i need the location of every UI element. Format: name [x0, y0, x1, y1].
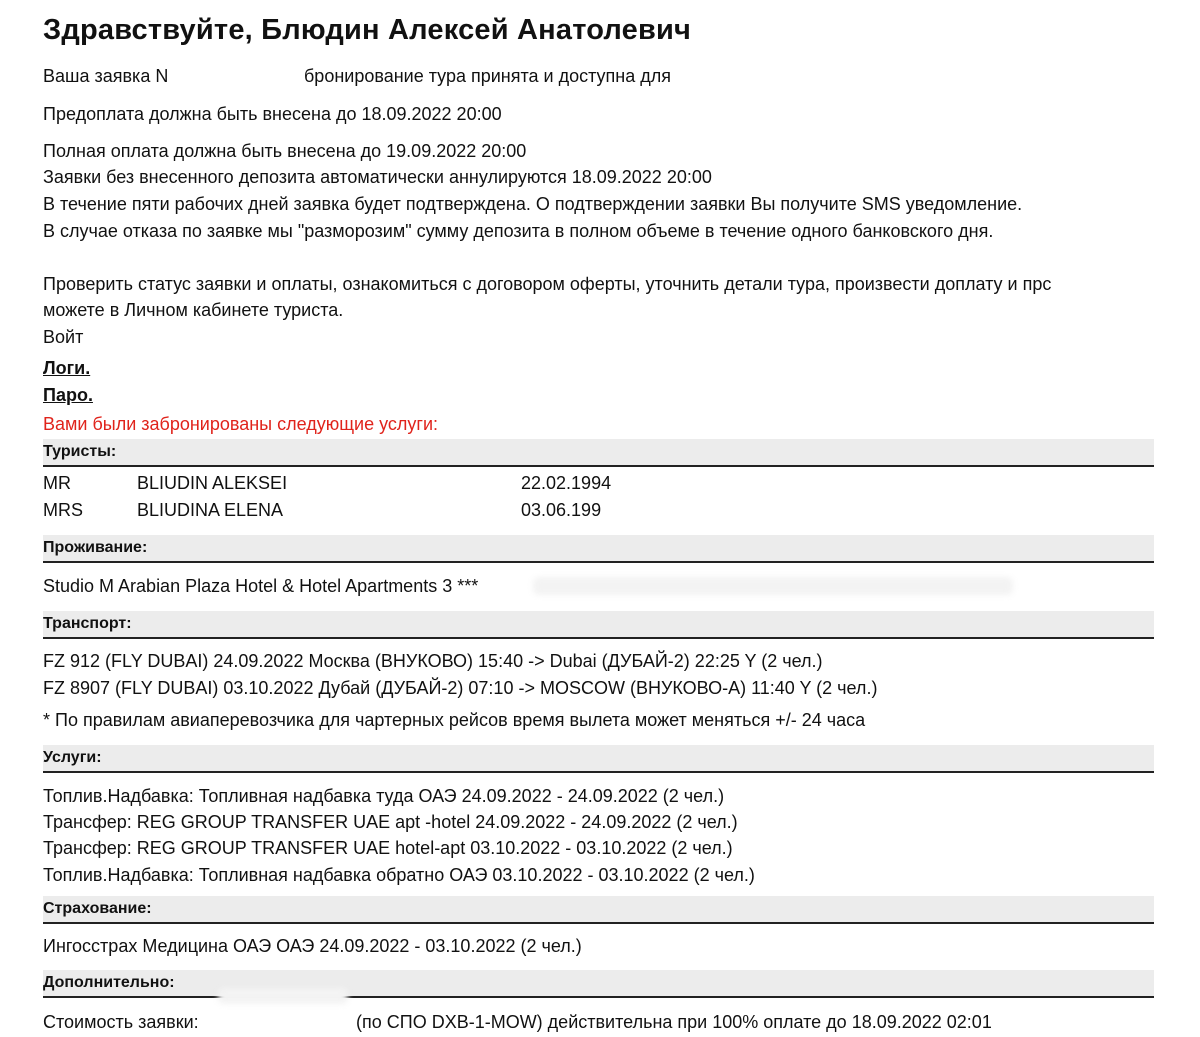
tourist-name: BLIUDINA ELENA [137, 500, 284, 520]
tourist-title: MRS [43, 500, 83, 520]
greeting-heading: Здравствуйте, Блюдин Алексей Анатолевич [43, 14, 692, 46]
login-prompt[interactable]: Войт [43, 327, 84, 347]
tourist-name: BLIUDIN ALEKSEI [137, 473, 288, 493]
request-status-text: бронирование тура принята и доступна для [304, 66, 672, 86]
flight-return: FZ 8907 (FLY DUBAI) 03.10.2022 Дубай (ДУБАЙ-2) 07:10 -> MOSCOW (ВНУКОВО-А) 11:40 Y (2 чел.) [43, 678, 878, 698]
login-label: Логи. [43, 358, 91, 378]
cost-terms: (по СПО DXB-1-MOW) действительна при 100% оплате до 18.09.2022 02:01 [356, 1012, 992, 1032]
booked-services-heading: Вами были забронированы следующие услуги: [43, 414, 439, 434]
service-item: Трансфер: REG GROUP TRANSFER UAE apt -hotel 24.09.2022 - 24.09.2022 (2 чел.) [43, 812, 738, 832]
additional-section-header: Дополнительно: [43, 970, 1154, 998]
flight-outbound: FZ 912 (FLY DUBAI) 24.09.2022 Москва (ВНУКОВО) 15:40 -> Dubai (ДУБАЙ-2) 22:25 Y (2 чел.) [43, 651, 823, 671]
tourist-dob: 03.06.199 [521, 500, 602, 520]
confirmation-notice: В течение пяти рабочих дней заявка будет подтверждена. О подтверждении заявки Вы получите SMS уведомление. [43, 194, 1023, 214]
service-item: Трансфер: REG GROUP TRANSFER UAE hotel-apt 03.10.2022 - 03.10.2022 (2 чел.) [43, 838, 733, 858]
tourist-dob: 22.02.1994 [521, 473, 612, 493]
request-number-label: Ваша заявка N [43, 66, 169, 86]
accommodation-section-header: Проживание: [43, 535, 1154, 563]
service-item: Топлив.Надбавка: Топливная надбавка обратно ОАЭ 03.10.2022 - 03.10.2022 (2 чел.) [43, 865, 755, 885]
flight-time-note: * По правилам авиаперевозчика для чартерных рейсов время вылета может меняться +/- 24 часа [43, 710, 866, 730]
tourists-section-header: Туристы: [43, 439, 1154, 467]
account-info-line-2: можете в Личном кабинете туриста. [43, 300, 344, 320]
full-payment-deadline: Полная оплата должна быть внесена до 19.09.2022 20:00 [43, 141, 527, 161]
services-section-header: Услуги: [43, 745, 1154, 773]
redacted-room-details [533, 577, 1013, 595]
tourist-title: MR [43, 473, 71, 493]
refund-notice: В случае отказа по заявке мы "разморозим" сумму депозита в полном объеме в течение одного банковского дня. [43, 221, 994, 241]
hotel-name: Studio M Arabian Plaza Hotel & Hotel Apartments 3 *** [43, 576, 479, 596]
account-info-line-1: Проверить статус заявки и оплаты, ознакомиться с договором оферты, уточнить детали тура, произвести доплату и прс [43, 274, 1052, 294]
redacted-additional [218, 988, 348, 1004]
service-item: Топлив.Надбавка: Топливная надбавка туда ОАЭ 24.09.2022 - 24.09.2022 (2 чел.) [43, 786, 725, 806]
insurance-item: Ингосстрах Медицина ОАЭ ОАЭ 24.09.2022 - 03.10.2022 (2 чел.) [43, 936, 582, 956]
cost-label: Стоимость заявки: [43, 1012, 199, 1032]
password-label: Паро. [43, 385, 93, 405]
prepayment-deadline: Предоплата должна быть внесена до 18.09.2022 20:00 [43, 104, 502, 124]
transport-section-header: Транспорт: [43, 611, 1154, 639]
insurance-section-header: Страхование: [43, 896, 1154, 924]
annulment-notice: Заявки без внесенного депозита автоматически аннулируются 18.09.2022 20:00 [43, 167, 712, 187]
